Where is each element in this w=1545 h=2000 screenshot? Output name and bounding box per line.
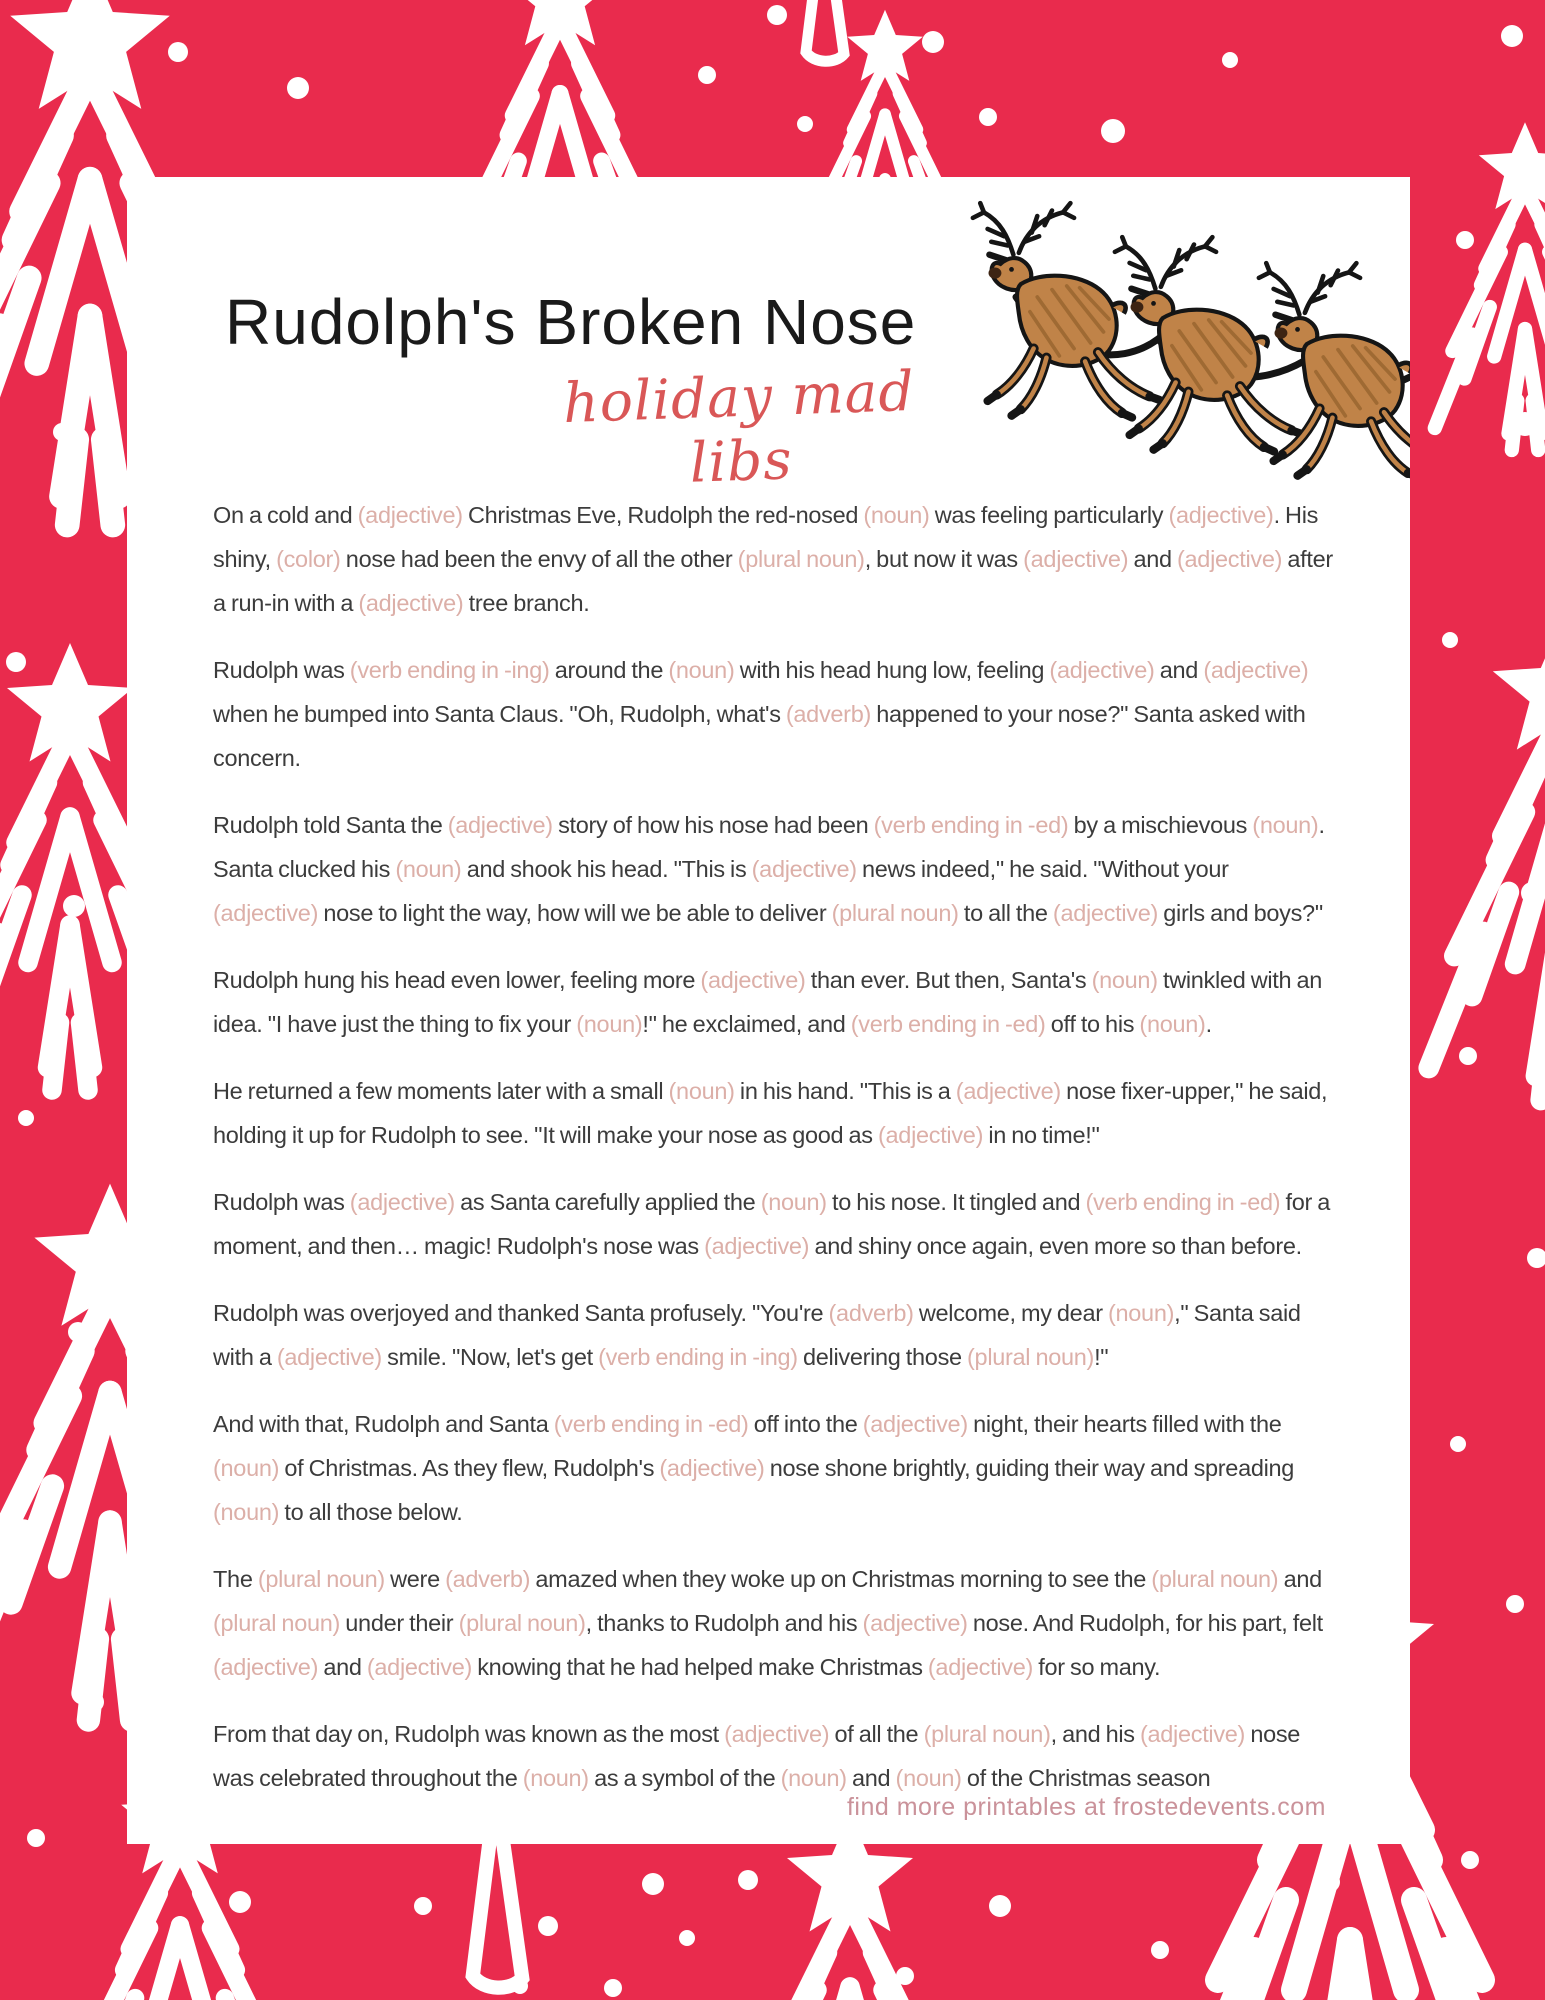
madlib-blank: (noun) xyxy=(1091,967,1158,993)
madlib-blank: (adjective) xyxy=(1177,546,1283,572)
madlib-blank: (plural noun) xyxy=(257,1566,385,1592)
madlib-blank: (noun) xyxy=(895,1765,962,1791)
madlib-blank: (verb ending in -ing) xyxy=(349,657,550,683)
story-paragraph: And with that, Rudolph and Santa (verb ending in -ed) off into the (adjective) night, their hearts filled with the (noun) of Christmas. As they flew, Rudolph's (adjective) nose shone brightly, guiding their way and spreading (noun) to all those below. xyxy=(213,1411,1295,1525)
madlib-blank: (adjective) xyxy=(927,1654,1034,1680)
madlib-blank: (noun) xyxy=(1139,1011,1206,1037)
madlib-blank: (adjective) xyxy=(862,1411,968,1437)
madlib-blank: (noun) xyxy=(395,856,462,882)
madlib-blank: (plural noun) xyxy=(831,900,959,926)
story-paragraph: Rudolph hung his head even lower, feeling more (adjective) than ever. But then, Santa's (noun) twinkled with an idea. "I have just the thing to fix your (noun)!" he exclaimed, and (verb ending in -ed) off to his (noun). xyxy=(213,967,1323,1037)
madlib-blank: (verb ending in -ed) xyxy=(553,1411,749,1437)
madlib-blank: (adjective) xyxy=(447,812,553,838)
reindeer-illustration xyxy=(958,177,1410,489)
madlib-blank: (noun) xyxy=(576,1011,643,1037)
page-title: Rudolph's Broken Nose xyxy=(225,286,917,358)
footer-note: find more printables at frostedevents.com xyxy=(846,1793,1326,1821)
madlib-blank: (adjective) xyxy=(1023,546,1129,572)
story-paragraph: Rudolph was (adjective) as Santa carefully applied the (noun) to his nose. It tingled and (verb ending in -ed) for a moment, and then… magic! Rudolph's nose was (adjective) and shiny once again, even more so than before. xyxy=(213,1189,1331,1259)
story-paragraph: Rudolph was overjoyed and thanked Santa profusely. "You're (adverb) welcome, my dear (noun)," Santa said with a (adjective) smile. "Now, let's get (verb ending in -ing) delivering those (plural noun)!" xyxy=(213,1300,1301,1370)
madlib-blank: (adjective) xyxy=(213,1654,319,1680)
madlib-blank: (verb ending in -ing) xyxy=(598,1344,798,1370)
madlib-blank: (color) xyxy=(276,546,341,572)
madlib-blank: (adjective) xyxy=(1139,1721,1246,1747)
madlib-blank: (adverb) xyxy=(785,701,871,727)
madlib-blank: (noun) xyxy=(780,1765,847,1791)
madlib-blank: (plural noun) xyxy=(458,1610,586,1636)
madlib-blank: (adverb) xyxy=(828,1300,914,1326)
madlib-blank: (plural noun) xyxy=(967,1344,1095,1370)
story-paragraph: From that day on, Rudolph was known as the most (adjective) of all the (plural noun), and his (adjective) nose was celebrated throughout the (noun) as a symbol of the (noun) and (noun) of the Christmas season xyxy=(213,1721,1301,1791)
madlib-blank: (adjective) xyxy=(751,856,857,882)
madlib-blank: (adjective) xyxy=(704,1233,810,1259)
madlib-blank: (plural noun) xyxy=(1151,1566,1279,1592)
madlib-blank: (verb ending in -ed) xyxy=(1085,1189,1281,1215)
story-paragraph: On a cold and (adjective) Christmas Eve, Rudolph the red-nosed (noun) was feeling particularly (adjective). His shiny, (color) nose had been the envy of all the other (plural noun), but now it was (adjective) and (adjective) after a run-in with a (adjective) tree branch. xyxy=(213,502,1333,616)
madlib-blank: (adjective) xyxy=(349,1189,455,1215)
page-panel xyxy=(127,177,1410,1844)
madlib-blank: (noun) xyxy=(863,502,930,528)
madlib-blank: (plural noun) xyxy=(923,1721,1051,1747)
reindeer-icon xyxy=(973,203,1160,417)
madlib-blank: (adjective) xyxy=(366,1654,472,1680)
madlib-blank: (noun) xyxy=(522,1765,589,1791)
madlib-blank: (verb ending in -ed) xyxy=(850,1011,1046,1037)
madlib-blank: (noun) xyxy=(668,1078,735,1104)
story xyxy=(213,493,1335,1823)
madlib-blank: (adjective) xyxy=(1052,900,1159,926)
christmas-tree-doodle xyxy=(1435,122,1545,450)
christmas-tree-doodle xyxy=(1429,623,1545,1100)
madlib-blank: (noun) xyxy=(668,657,735,683)
madlib-blank: (adjective) xyxy=(276,1344,382,1370)
madlib-blank: (adjective) xyxy=(213,900,319,926)
madlib-blank: (noun) xyxy=(760,1189,827,1215)
madlib-blank: (noun) xyxy=(1107,1300,1175,1326)
madlib-blank: (plural noun) xyxy=(213,1610,341,1636)
madlib-blank: (noun) xyxy=(213,1455,280,1481)
madlib-blank: (plural noun) xyxy=(737,546,865,572)
madlib-blank: (noun) xyxy=(213,1499,280,1525)
page-subtitle: holiday mad libs xyxy=(562,358,916,495)
story-paragraph: He returned a few moments later with a small (noun) in his hand. "This is a (adjective) nose fixer-upper," he said, holding it up for Rudolph to see. "It will make your nose as good as (adjective) in no time!" xyxy=(213,1078,1328,1148)
madlib-blank: (adjective) xyxy=(358,590,464,616)
story-paragraph: Rudolph was (verb ending in -ing) around the (noun) with his head hung low, feeling (adjective) and (adjective) when he bumped into Santa Claus. "Oh, Rudolph, what's (adverb) happened to your nose?" Santa asked with concern. xyxy=(213,657,1309,771)
madlib-blank: (adjective) xyxy=(1049,657,1155,683)
madlib-blank: (adjective) xyxy=(862,1610,968,1636)
madlib-blank: (adjective) xyxy=(1168,502,1274,528)
tree-trunk-doodle xyxy=(806,0,844,61)
madlib-blank: (adjective) xyxy=(724,1721,830,1747)
madlib-blank: (noun) xyxy=(1252,812,1319,838)
madlib-blank: (adjective) xyxy=(700,967,806,993)
madlib-blank: (adjective) xyxy=(955,1078,1061,1104)
madlib-blank: (adjective) xyxy=(1203,657,1309,683)
madlib-blank: (adjective) xyxy=(659,1455,765,1481)
madlib-blank: (verb ending in -ed) xyxy=(873,812,1069,838)
madlib-blank: (adjective) xyxy=(357,502,463,528)
madlib-blank: (adverb) xyxy=(445,1566,531,1592)
tree-trunk-doodle xyxy=(473,1830,522,1988)
story-paragraph: Rudolph told Santa the (adjective) story of how his nose had been (verb ending in -ed) by a mischievous (noun). Santa clucked his (noun) and shook his head. "This is (adjective) news indeed," he said. "Without your (adjective) nose to light the way, how will we be able to deliver (plural noun) to all the (adjective) girls and boys?" xyxy=(213,812,1325,926)
madlib-blank: (adjective) xyxy=(878,1122,984,1148)
story-paragraph: The (plural noun) were (adverb) amazed when they woke up on Christmas morning to see the (plural noun) and (plural noun) under their (plural noun), thanks to Rudolph and his (adjective) nose. And Rudolph, for his part, felt (adjective) and (adjective) knowing that he had helped make Christmas (adjective) for so many. xyxy=(213,1566,1323,1680)
